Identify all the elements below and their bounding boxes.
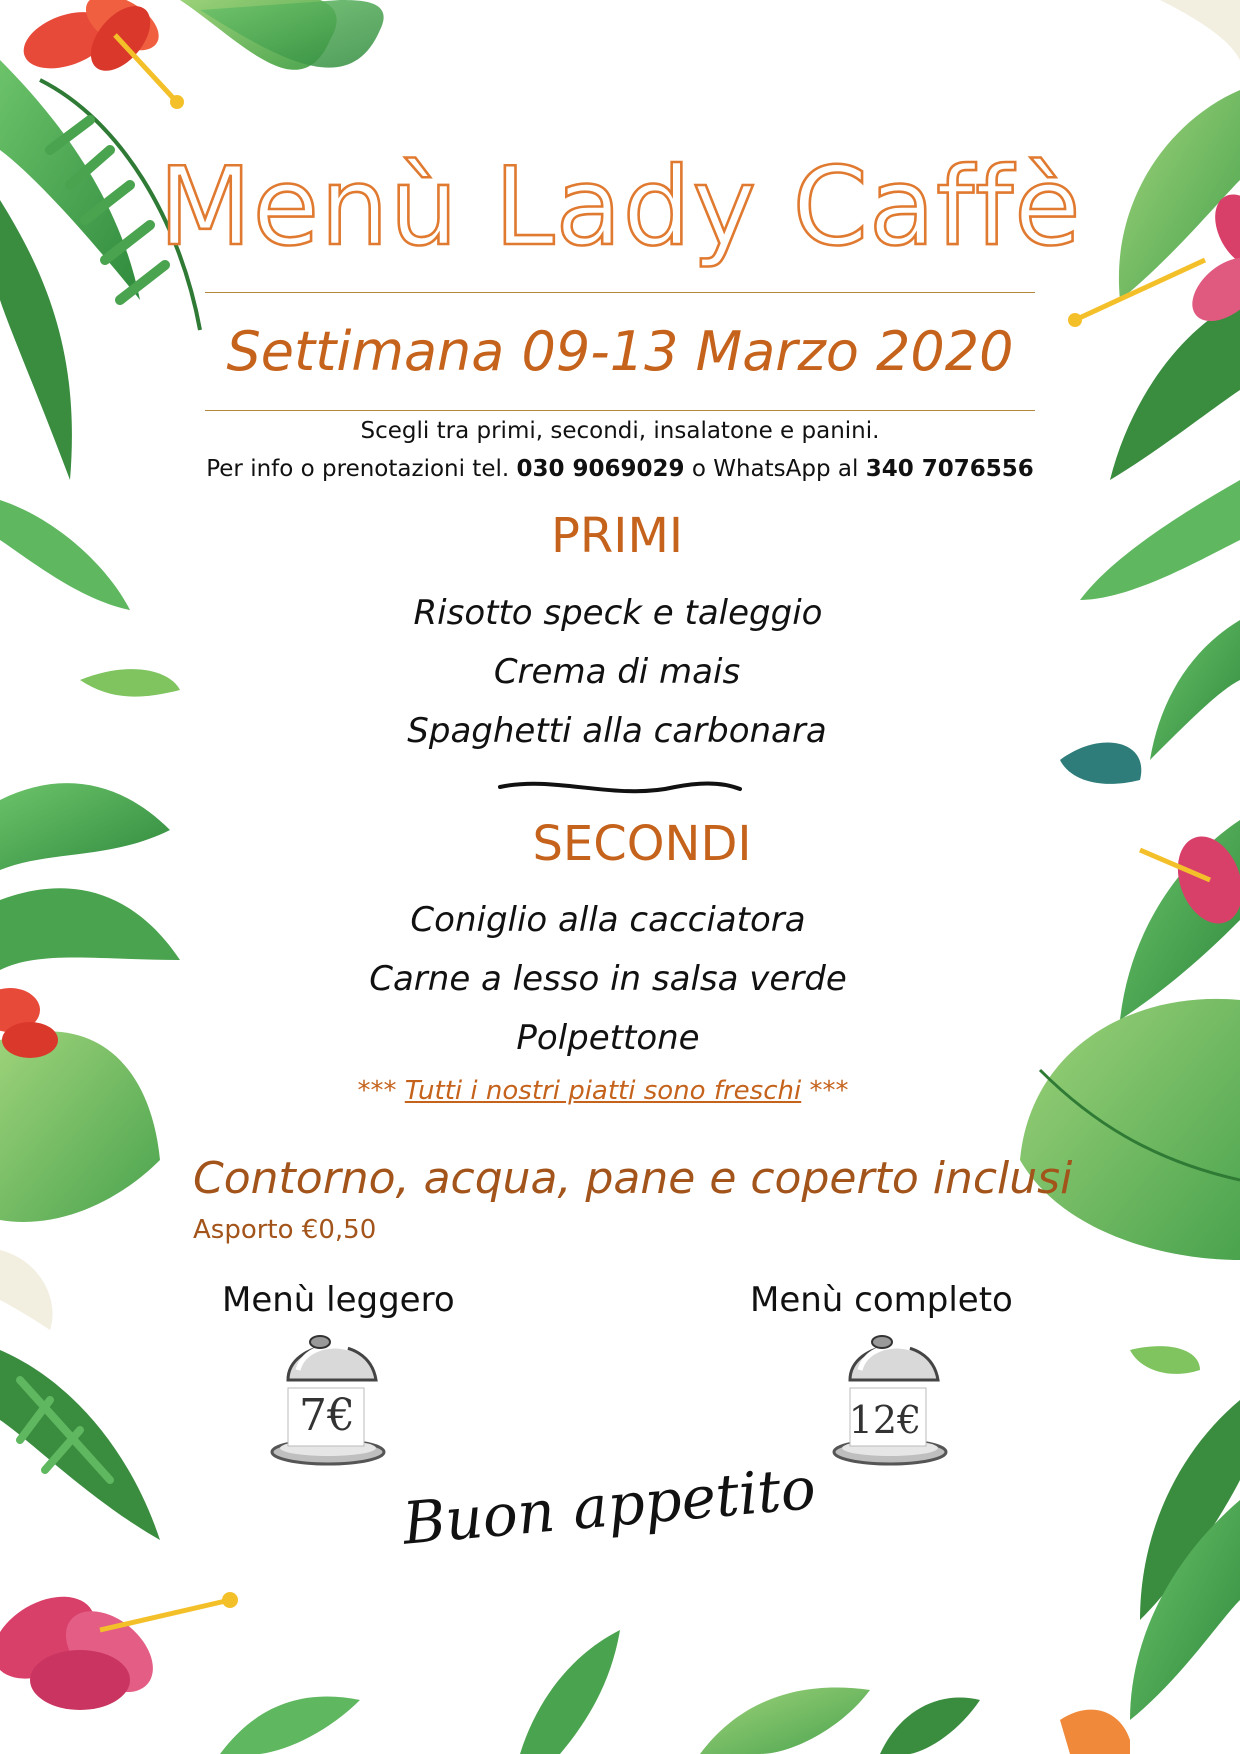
- leaf-cluster-bottom: [220, 1630, 980, 1754]
- menu-title: Menù Lady Caffè: [158, 145, 1082, 270]
- menu-leggero-price: 7€: [299, 1390, 355, 1441]
- fresh-note: [0, 1076, 1223, 1106]
- secondi-item: Carne a lesso in salsa verde: [369, 959, 847, 999]
- primi-heading: PRIMI: [550, 508, 684, 564]
- title-divider-top: [205, 292, 1035, 293]
- contact-line: [0, 456, 1240, 482]
- phone-number: 030 9069029: [516, 456, 685, 482]
- buon-appetito-text: Buon appetito: [400, 1453, 819, 1558]
- title-divider-bottom: [205, 410, 1035, 411]
- stars-left: ***: [357, 1076, 405, 1106]
- primi-item: Risotto speck e taleggio: [413, 593, 823, 633]
- contact-mid: o WhatsApp al: [684, 456, 866, 482]
- takeaway-price: Asporto €0,50: [193, 1215, 377, 1245]
- whatsapp-number: 340 7076556: [865, 456, 1034, 482]
- cloche-icon: [820, 1320, 960, 1470]
- menu-completo-label: Menù completo: [750, 1280, 1013, 1320]
- stars-right: ***: [801, 1076, 849, 1106]
- wavy-divider: [495, 775, 745, 805]
- included-text: Contorno, acqua, pane e coperto inclusi: [193, 1153, 1073, 1204]
- menu-leggero-label: Menù leggero: [222, 1280, 455, 1320]
- primi-item: Spaghetti alla carbonara: [407, 711, 827, 751]
- menu-completo-price: 12€: [848, 1398, 922, 1442]
- intro-text: Scegli tra primi, secondi, insalatone e panini.: [360, 418, 880, 444]
- contact-prefix: Per info o prenotazioni tel.: [206, 456, 517, 482]
- secondi-item: Polpettone: [516, 1018, 700, 1058]
- secondi-heading: SECONDI: [532, 816, 752, 872]
- week-subtitle: Settimana 09-13 Marzo 2020: [226, 320, 1014, 383]
- secondi-item: Coniglio alla cacciatora: [410, 900, 806, 940]
- fresh-note-text: Tutti i nostri piatti sono freschi: [404, 1076, 802, 1106]
- primi-item: Crema di mais: [493, 652, 741, 692]
